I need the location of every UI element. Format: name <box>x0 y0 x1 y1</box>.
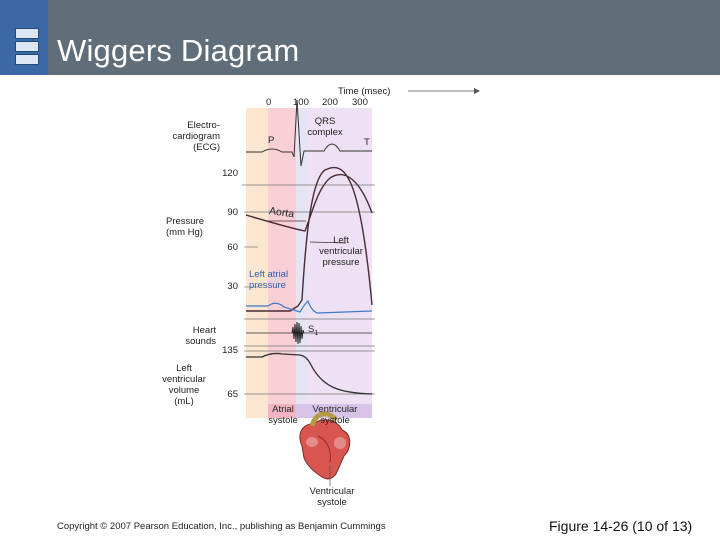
volume-tick: 135 <box>222 345 238 356</box>
diastole-band <box>246 108 268 418</box>
p-wave-label: P <box>268 135 275 146</box>
volume-axis-label: Left ventricular volume (mL) <box>162 363 206 407</box>
copyright-text: Copyright © 2007 Pearson Education, Inc., publishing as Benjamin Cummings <box>57 521 386 532</box>
pressure-tick: 30 <box>227 281 238 292</box>
lv-pressure-label: Left ventricular pressure <box>319 235 363 268</box>
time-axis-title: Time (msec) <box>338 86 391 97</box>
heart-sounds-label: Heart sounds <box>185 325 216 347</box>
time-axis-arrowhead <box>474 88 480 94</box>
atrial-systole-label: Atrial systole <box>268 404 298 426</box>
volume-tick: 65 <box>227 389 238 400</box>
ecg-label: Electro- cardiogram (ECG) <box>172 120 220 153</box>
time-tick: 200 <box>322 97 338 108</box>
pressure-tick: 120 <box>222 168 238 179</box>
t-wave-label: T <box>364 137 370 148</box>
s1-label: $S_1$ <box>308 324 319 337</box>
isovolumic-band <box>296 108 308 418</box>
pressure-tick: 90 <box>227 207 238 218</box>
heart-caption: Ventricular systole <box>309 486 355 508</box>
qrs-label: QRS complex <box>307 116 343 138</box>
atrial-systole-band <box>268 108 296 418</box>
time-tick: 300 <box>352 97 368 108</box>
la-pressure-label: Left atrial pressure <box>249 269 289 291</box>
time-tick: 100 <box>293 97 309 108</box>
slide-title: Wiggers Diagram <box>57 33 300 68</box>
pressure-axis-label: Pressure (mm Hg) <box>166 216 205 238</box>
s1-subscript: 1 <box>314 329 319 337</box>
ventricular-systole-label: Ventricular systole <box>312 404 358 426</box>
pressure-tick: 60 <box>227 242 238 253</box>
figure-label: Figure 14-26 (10 of 13) <box>549 518 693 534</box>
aorta-label: Aorta <box>268 205 295 221</box>
time-tick: 0 <box>266 97 272 108</box>
